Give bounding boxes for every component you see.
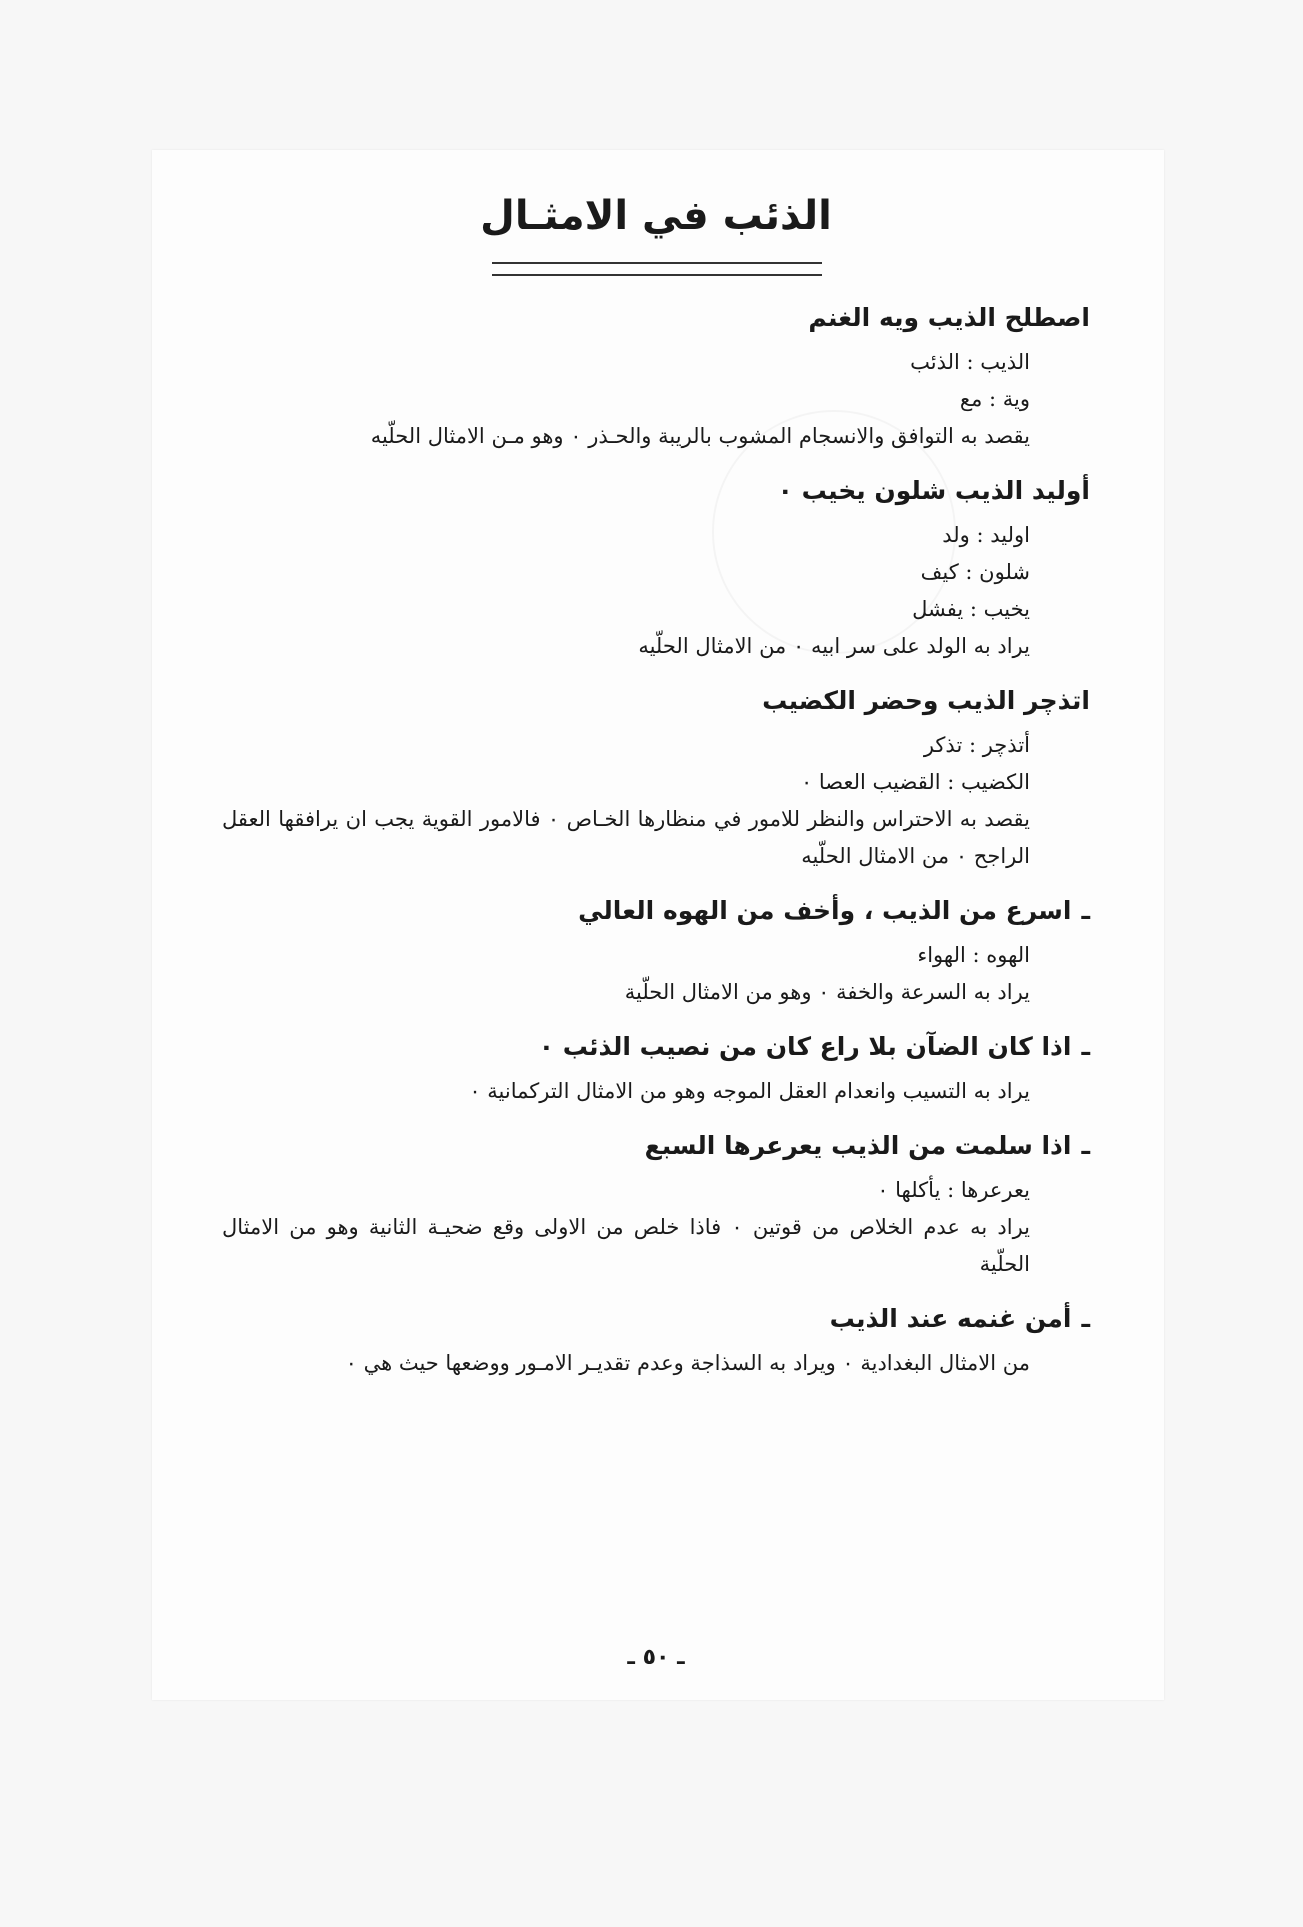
proverb-entry <box>222 298 1090 455</box>
title-double-rule <box>492 262 822 276</box>
proverb-entry <box>222 1126 1090 1283</box>
gloss-line: الذيب : الذئب <box>910 350 1030 374</box>
proverb-heading <box>222 891 1090 931</box>
explanation-paragraph: يقصد به الاحتراس والنظر للامور في منظارها الخـاص ٠ فالامور القوية يجب ان يرافقها العقل الراجح ٠ من الامثال الحلّيه <box>222 807 1030 868</box>
proverb-entry <box>222 891 1090 1011</box>
proverb-entry <box>222 1027 1090 1110</box>
proverb-entry <box>222 1299 1090 1382</box>
explanation-paragraph: يراد به السرعة والخفة ٠ وهو من الامثال الحلّية <box>624 980 1030 1004</box>
gloss-line: شلون : كيف <box>920 560 1030 584</box>
dash-marker: ـ <box>1081 896 1090 925</box>
explanation-paragraph: يراد به الولد على سر ابيه ٠ من الامثال الحلّيه <box>638 634 1030 658</box>
proverb-heading: اتذچر الذيب وحضر الكضيب <box>762 686 1090 715</box>
gloss-line: وية : مع <box>959 387 1030 411</box>
explanation-paragraph: يقصد به التوافق والانسجام المشوب بالريبة والحـذر ٠ وهو مـن الامثال الحلّيه <box>370 424 1030 448</box>
gloss-line: أتذچر : تذكر <box>923 733 1030 757</box>
explanation-paragraph: من الامثال البغدادية ٠ ويراد به السذاجة وعدم تقديـر الامـور ووضعها حيث هي ٠ <box>345 1351 1030 1375</box>
page-number: ـ ٥٠ ـ <box>627 1645 685 1670</box>
proverb-heading: أوليد الذيب شلون يخيب ٠ <box>777 476 1090 505</box>
explanation-paragraph: يراد به عدم الخلاص من قوتين ٠ فاذا خلص من الاولى وقع ضحيـة الثانية وهو من الامثال الحلّية <box>222 1215 1030 1276</box>
proverb-entry <box>222 681 1090 875</box>
gloss-line: يعرعرها : يأكلها ٠ <box>877 1178 1030 1202</box>
proverb-heading-text: اذا سلمت من الذيب يعرعرها السبع <box>644 1131 1072 1160</box>
gloss-line: الهوه : الهواء <box>917 943 1030 967</box>
book-page <box>152 150 1164 1700</box>
proverb-heading <box>222 1126 1090 1166</box>
dash-marker: ـ <box>1081 1032 1090 1061</box>
proverb-list <box>222 298 1090 1398</box>
proverb-heading-text: اذا كان الضآن بلا راع كان من نصيب الذئب ٠ <box>538 1032 1072 1061</box>
proverb-heading <box>222 1027 1090 1067</box>
gloss-line: اوليد : ولد <box>942 523 1030 547</box>
dash-marker: ـ <box>1081 1304 1090 1333</box>
page-title: الذئب في الامثـال <box>480 193 832 239</box>
dash-marker: ـ <box>1081 1131 1090 1160</box>
proverb-heading-text: أمن غنمه عند الذيب <box>829 1304 1072 1333</box>
gloss-line: الكضيب : القضيب العصا ٠ <box>800 770 1030 794</box>
explanation-paragraph: يراد به التسيب وانعدام العقل الموجه وهو من الامثال التركمانية ٠ <box>469 1079 1030 1103</box>
proverb-entry <box>222 471 1090 665</box>
proverb-heading: اصطلح الذيب ويه الغنم <box>808 303 1090 332</box>
proverb-heading <box>222 1299 1090 1339</box>
gloss-line: يخيب : يفشل <box>912 597 1030 621</box>
proverb-heading-text: اسرع من الذيب ، وأخف من الهوه العالي <box>578 896 1072 925</box>
